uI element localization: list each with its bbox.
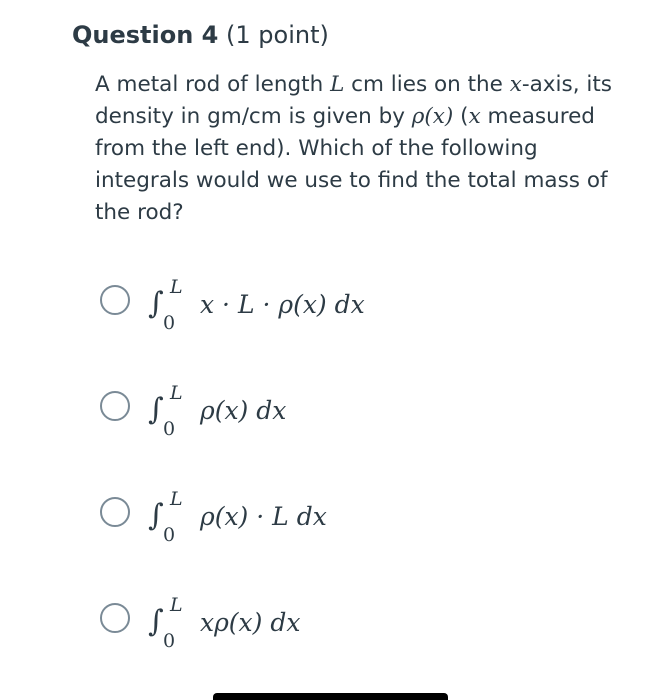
math-var-length: L [330, 72, 345, 97]
question-points: (1 point) [218, 21, 329, 49]
integral-sign: ∫ [148, 286, 164, 321]
answer-option-1[interactable] [100, 275, 560, 381]
integral-upper-limit: L [170, 382, 183, 404]
integral-upper-limit: L [170, 276, 183, 298]
radio-button[interactable] [100, 391, 130, 421]
integrand: xρ(x) dx [200, 608, 301, 637]
prompt-text: A metal rod of length [95, 72, 331, 97]
integral-lower-limit: 0 [163, 418, 176, 440]
answer-option-2[interactable] [100, 381, 560, 487]
prompt-text: -axis, its density in gm/cm is given by [95, 72, 612, 129]
answer-options [100, 275, 560, 699]
math-density: ρ(x) [411, 104, 454, 129]
answer-option-4[interactable] [100, 593, 560, 699]
integral-sign: ∫ [148, 604, 164, 639]
radio-button[interactable] [100, 497, 130, 527]
integrand: ρ(x) dx [200, 396, 287, 425]
integrand: ρ(x) · L dx [200, 502, 327, 531]
integral-upper-limit: L [170, 488, 183, 510]
integral-lower-limit: 0 [163, 312, 176, 334]
integral-lower-limit: 0 [163, 524, 176, 546]
radio-button[interactable] [100, 603, 130, 633]
integral-upper-limit: L [170, 594, 183, 616]
math-var-x: x [509, 72, 522, 97]
integral-sign: ∫ [148, 498, 164, 533]
home-indicator[interactable] [213, 693, 448, 700]
prompt-text: cm lies on the [344, 72, 510, 97]
prompt-text: measured from the left end). Which of the following integrals would we use to find the total mass of the rod? [95, 104, 608, 225]
question-header [72, 18, 329, 52]
question-prompt [95, 69, 615, 229]
answer-option-3[interactable] [100, 487, 560, 593]
integrand: x · L · ρ(x) dx [200, 290, 365, 319]
math-var-x: x [468, 104, 481, 129]
integral-sign: ∫ [148, 392, 164, 427]
prompt-text: ( [453, 104, 469, 129]
radio-button[interactable] [100, 285, 130, 315]
question-title: Question 4 [72, 21, 219, 49]
integral-lower-limit: 0 [163, 630, 176, 652]
